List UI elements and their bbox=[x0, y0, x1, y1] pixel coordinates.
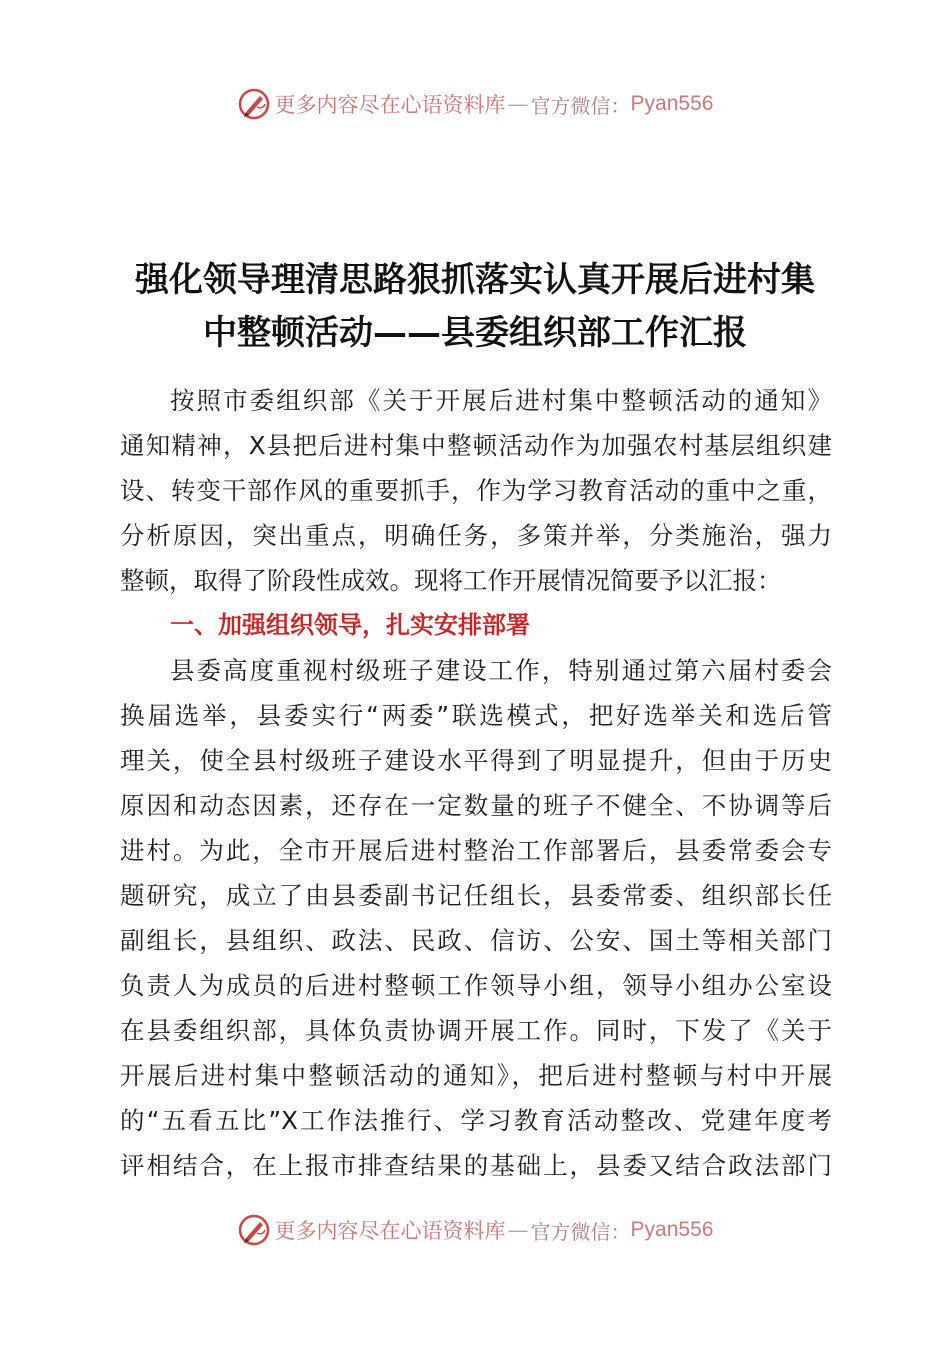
paragraph-2-line: 县委高度重视村级班子建设工作，特别通过第六届村委会 bbox=[170, 656, 832, 685]
pen-logo-icon bbox=[237, 1213, 271, 1247]
title-line-1: 强化领导理清思路狠抓落实认真开展后进村集 bbox=[135, 260, 815, 300]
document-body bbox=[120, 378, 832, 1188]
document-title bbox=[110, 254, 840, 360]
pen-logo-icon bbox=[237, 87, 271, 121]
paragraph-2-line: 副组长，县组织、政法、民政、信访、公安、国土等相关部门 bbox=[120, 926, 832, 955]
watermark-site-name: 更多内容尽在心语资料库 bbox=[274, 1219, 506, 1243]
watermark-separator: — bbox=[507, 1218, 529, 1242]
paragraph-2-line: 理关，使全县村级班子建设水平得到了明显提升，但由于历史 bbox=[120, 746, 832, 775]
paragraph-1-line: 通知精神，X县把后进村集中整顿活动作为加强农村基层组织建 bbox=[120, 431, 832, 460]
paragraph-1-line: 按照市委组织部《关于开展后进村集中整顿活动的通知》 bbox=[170, 386, 832, 415]
paragraph-2-line: 换届选举，县委实行“两委”联选模式，把好选举关和选后管 bbox=[120, 701, 832, 730]
paragraph-2-line: 的“五看五比”X工作法推行、学习教育活动整改、党建年度考 bbox=[120, 1106, 832, 1135]
paragraph-1-line: 整顿，取得了阶段性成效。现将工作开展情况简要予以汇报： bbox=[120, 566, 782, 595]
paragraph-2-line: 进村。为此，全市开展后进村整治工作部署后，县委常委会专 bbox=[120, 836, 832, 865]
watermark-wechat-id: Pyan556 bbox=[630, 1218, 714, 1241]
watermark-wechat-id: Pyan556 bbox=[630, 92, 714, 115]
paragraph-2-line: 原因和动态因素，还存在一定数量的班子不健全、不协调等后 bbox=[120, 791, 832, 820]
paragraph-2-line: 题研究，成立了由县委副书记任组长，县委常委、组织部长任 bbox=[120, 881, 832, 910]
title-line-2: 中整顿活动——县委组织部工作汇报 bbox=[203, 313, 747, 353]
paragraph-2-line: 负责人为成员的后进村整顿工作领导小组，领导小组办公室设 bbox=[120, 971, 832, 1000]
paragraph-2-line: 评相结合，在上报市排查结果的基础上，县委又结合政法部门 bbox=[120, 1151, 832, 1180]
watermark-site-name: 更多内容尽在心语资料库 bbox=[274, 93, 506, 117]
footer-watermark bbox=[0, 1210, 950, 1250]
paragraph-1-line: 分析原因，突出重点，明确任务，多策并举，分类施治，强力 bbox=[120, 521, 832, 550]
paragraph-2-line: 在县委组织部，具体负责协调开展工作。同时，下发了《关于 bbox=[120, 1016, 832, 1045]
section-1-heading: 一、加强组织领导，扎实安排部署 bbox=[170, 611, 530, 639]
watermark-separator: — bbox=[507, 92, 529, 116]
watermark-wechat-label: 官方微信： bbox=[530, 1219, 631, 1244]
paragraph-2-line: 开展后进村集中整顿活动的通知》，把后进村整顿与村中开展 bbox=[120, 1061, 832, 1090]
header-watermark bbox=[0, 84, 950, 124]
watermark-wechat-label: 官方微信： bbox=[530, 93, 631, 118]
paragraph-1-line: 设、转变干部作风的重要抓手，作为学习教育活动的重中之重， bbox=[120, 476, 832, 505]
